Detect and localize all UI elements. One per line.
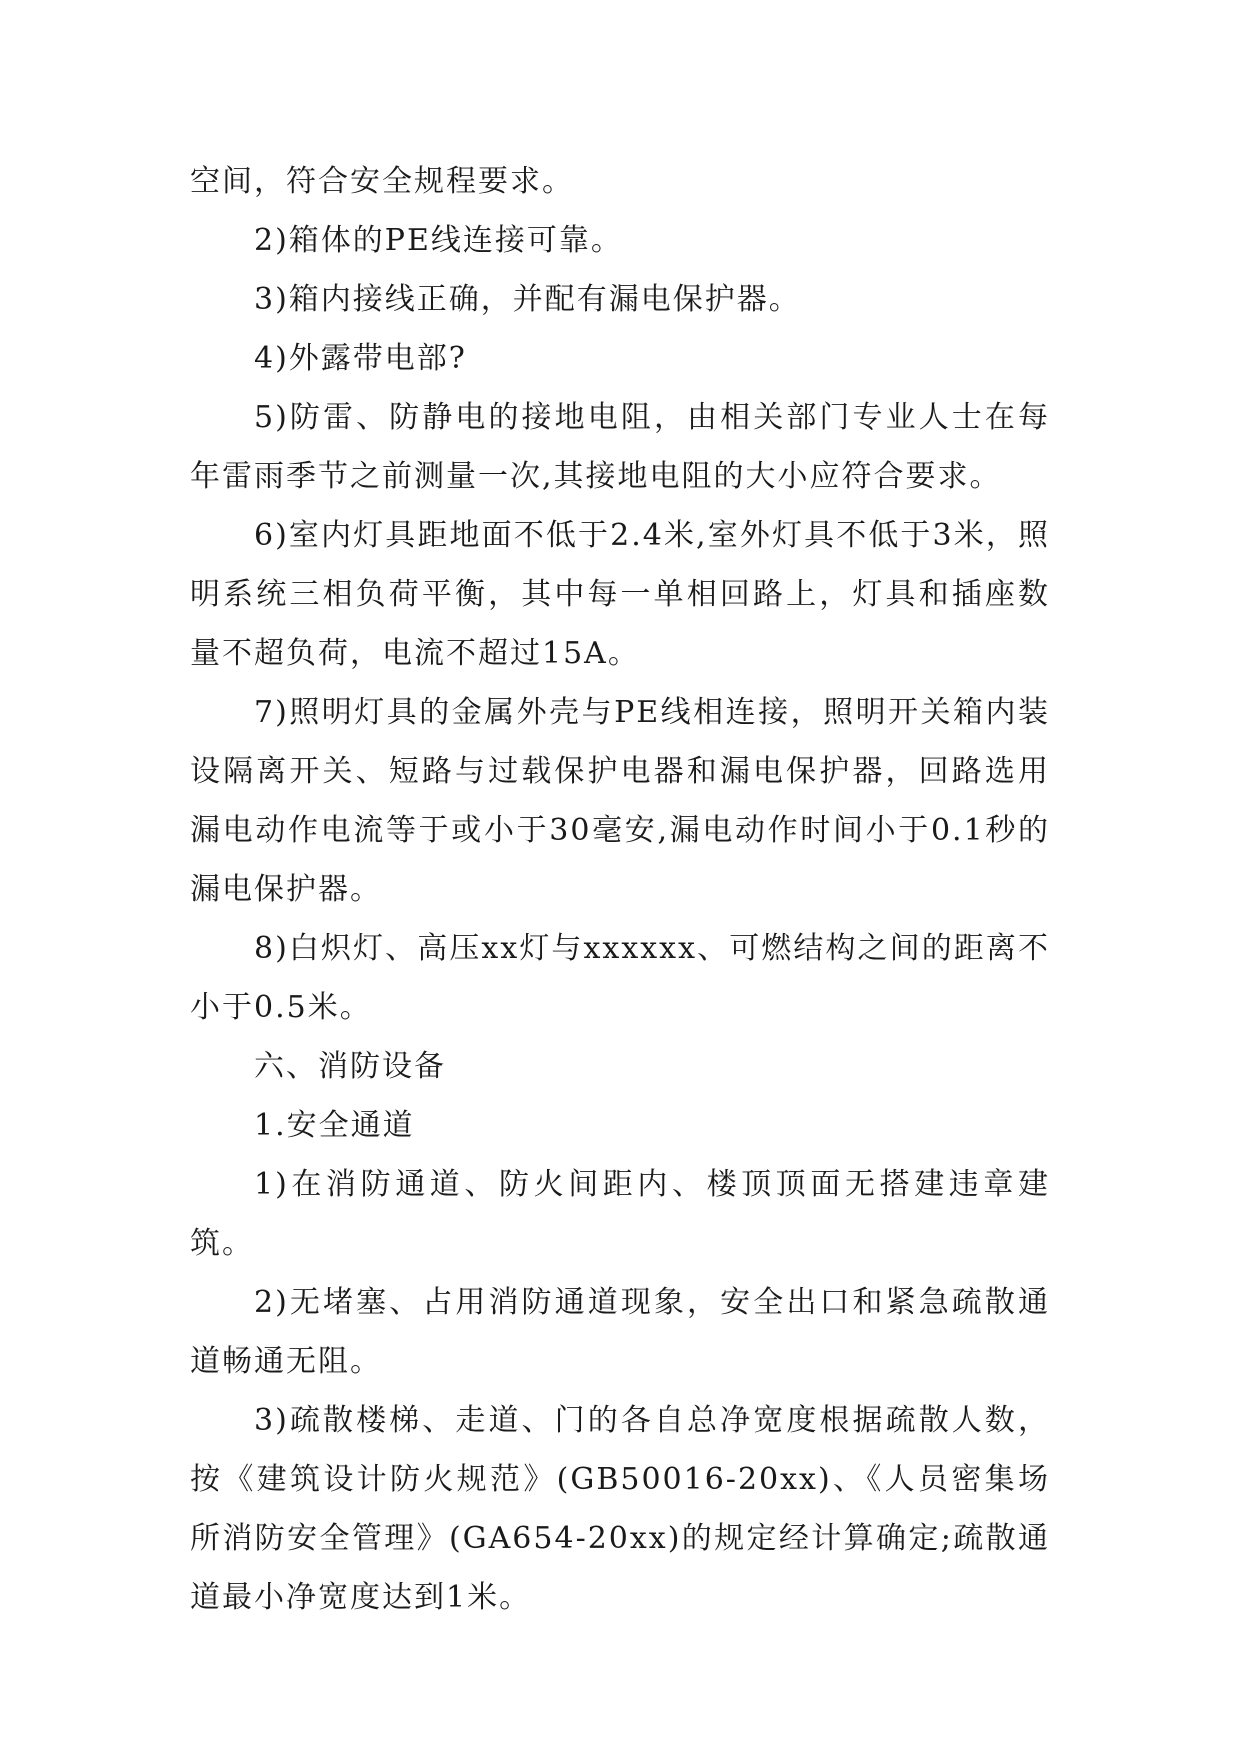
paragraph-passage-item-3: 3)疏散楼梯、走道、门的各自总净宽度根据疏散人数，按《建筑设计防火规范》(GB50016-20xx)、《人员密集场所消防安全管理》(GA654-20xx)的规定经计算确定;疏散通道最小净宽度达到1米。 <box>190 1403 1050 1615</box>
paragraph-continuation: 空间，符合安全规程要求。 <box>190 164 574 199</box>
subsection-heading-safety-passage: 1.安全通道 <box>254 1108 415 1143</box>
paragraph-item-6-lighting-height: 6)室内灯具距地面不低于2.4米,室外灯具不低于3米，照明系统三相负荷平衡，其中每一单相回路上，灯具和插座数量不超负荷，电流不超过15A。 <box>190 518 1050 671</box>
paragraph-item-3-wiring: 3)箱内接线正确，并配有漏电保护器。 <box>254 282 801 317</box>
paragraph-passage-item-1: 1)在消防通道、防火间距内、楼顶顶面无搭建违章建筑。 <box>190 1167 1050 1261</box>
paragraph-item-2-pe-connection: 2)箱体的PE线连接可靠。 <box>254 223 623 258</box>
paragraph-item-4-exposed-live-parts: 4)外露带电部? <box>254 341 467 376</box>
paragraph-item-8-lamp-distance: 8)白炽灯、高压xx灯与xxxxxx、可燃结构之间的距离不小于0.5米。 <box>190 931 1050 1025</box>
paragraph-item-7-lighting-protection: 7)照明灯具的金属外壳与PE线相连接，照明开关箱内装设隔离开关、短路与过载保护电器和漏电保护器，回路选用漏电动作电流等于或小于30毫安,漏电动作时间小于0.1秒的漏电保护器。 <box>190 695 1050 907</box>
document-body <box>190 152 1050 1627</box>
paragraph-passage-item-2: 2)无堵塞、占用消防通道现象，安全出口和紧急疏散通道畅通无阻。 <box>190 1285 1050 1379</box>
paragraph-item-5-grounding: 5)防雷、防静电的接地电阻，由相关部门专业人士在每年雷雨季节之前测量一次,其接地电阻的大小应符合要求。 <box>190 400 1050 494</box>
section-heading-fire-equipment: 六、消防设备 <box>254 1049 446 1084</box>
